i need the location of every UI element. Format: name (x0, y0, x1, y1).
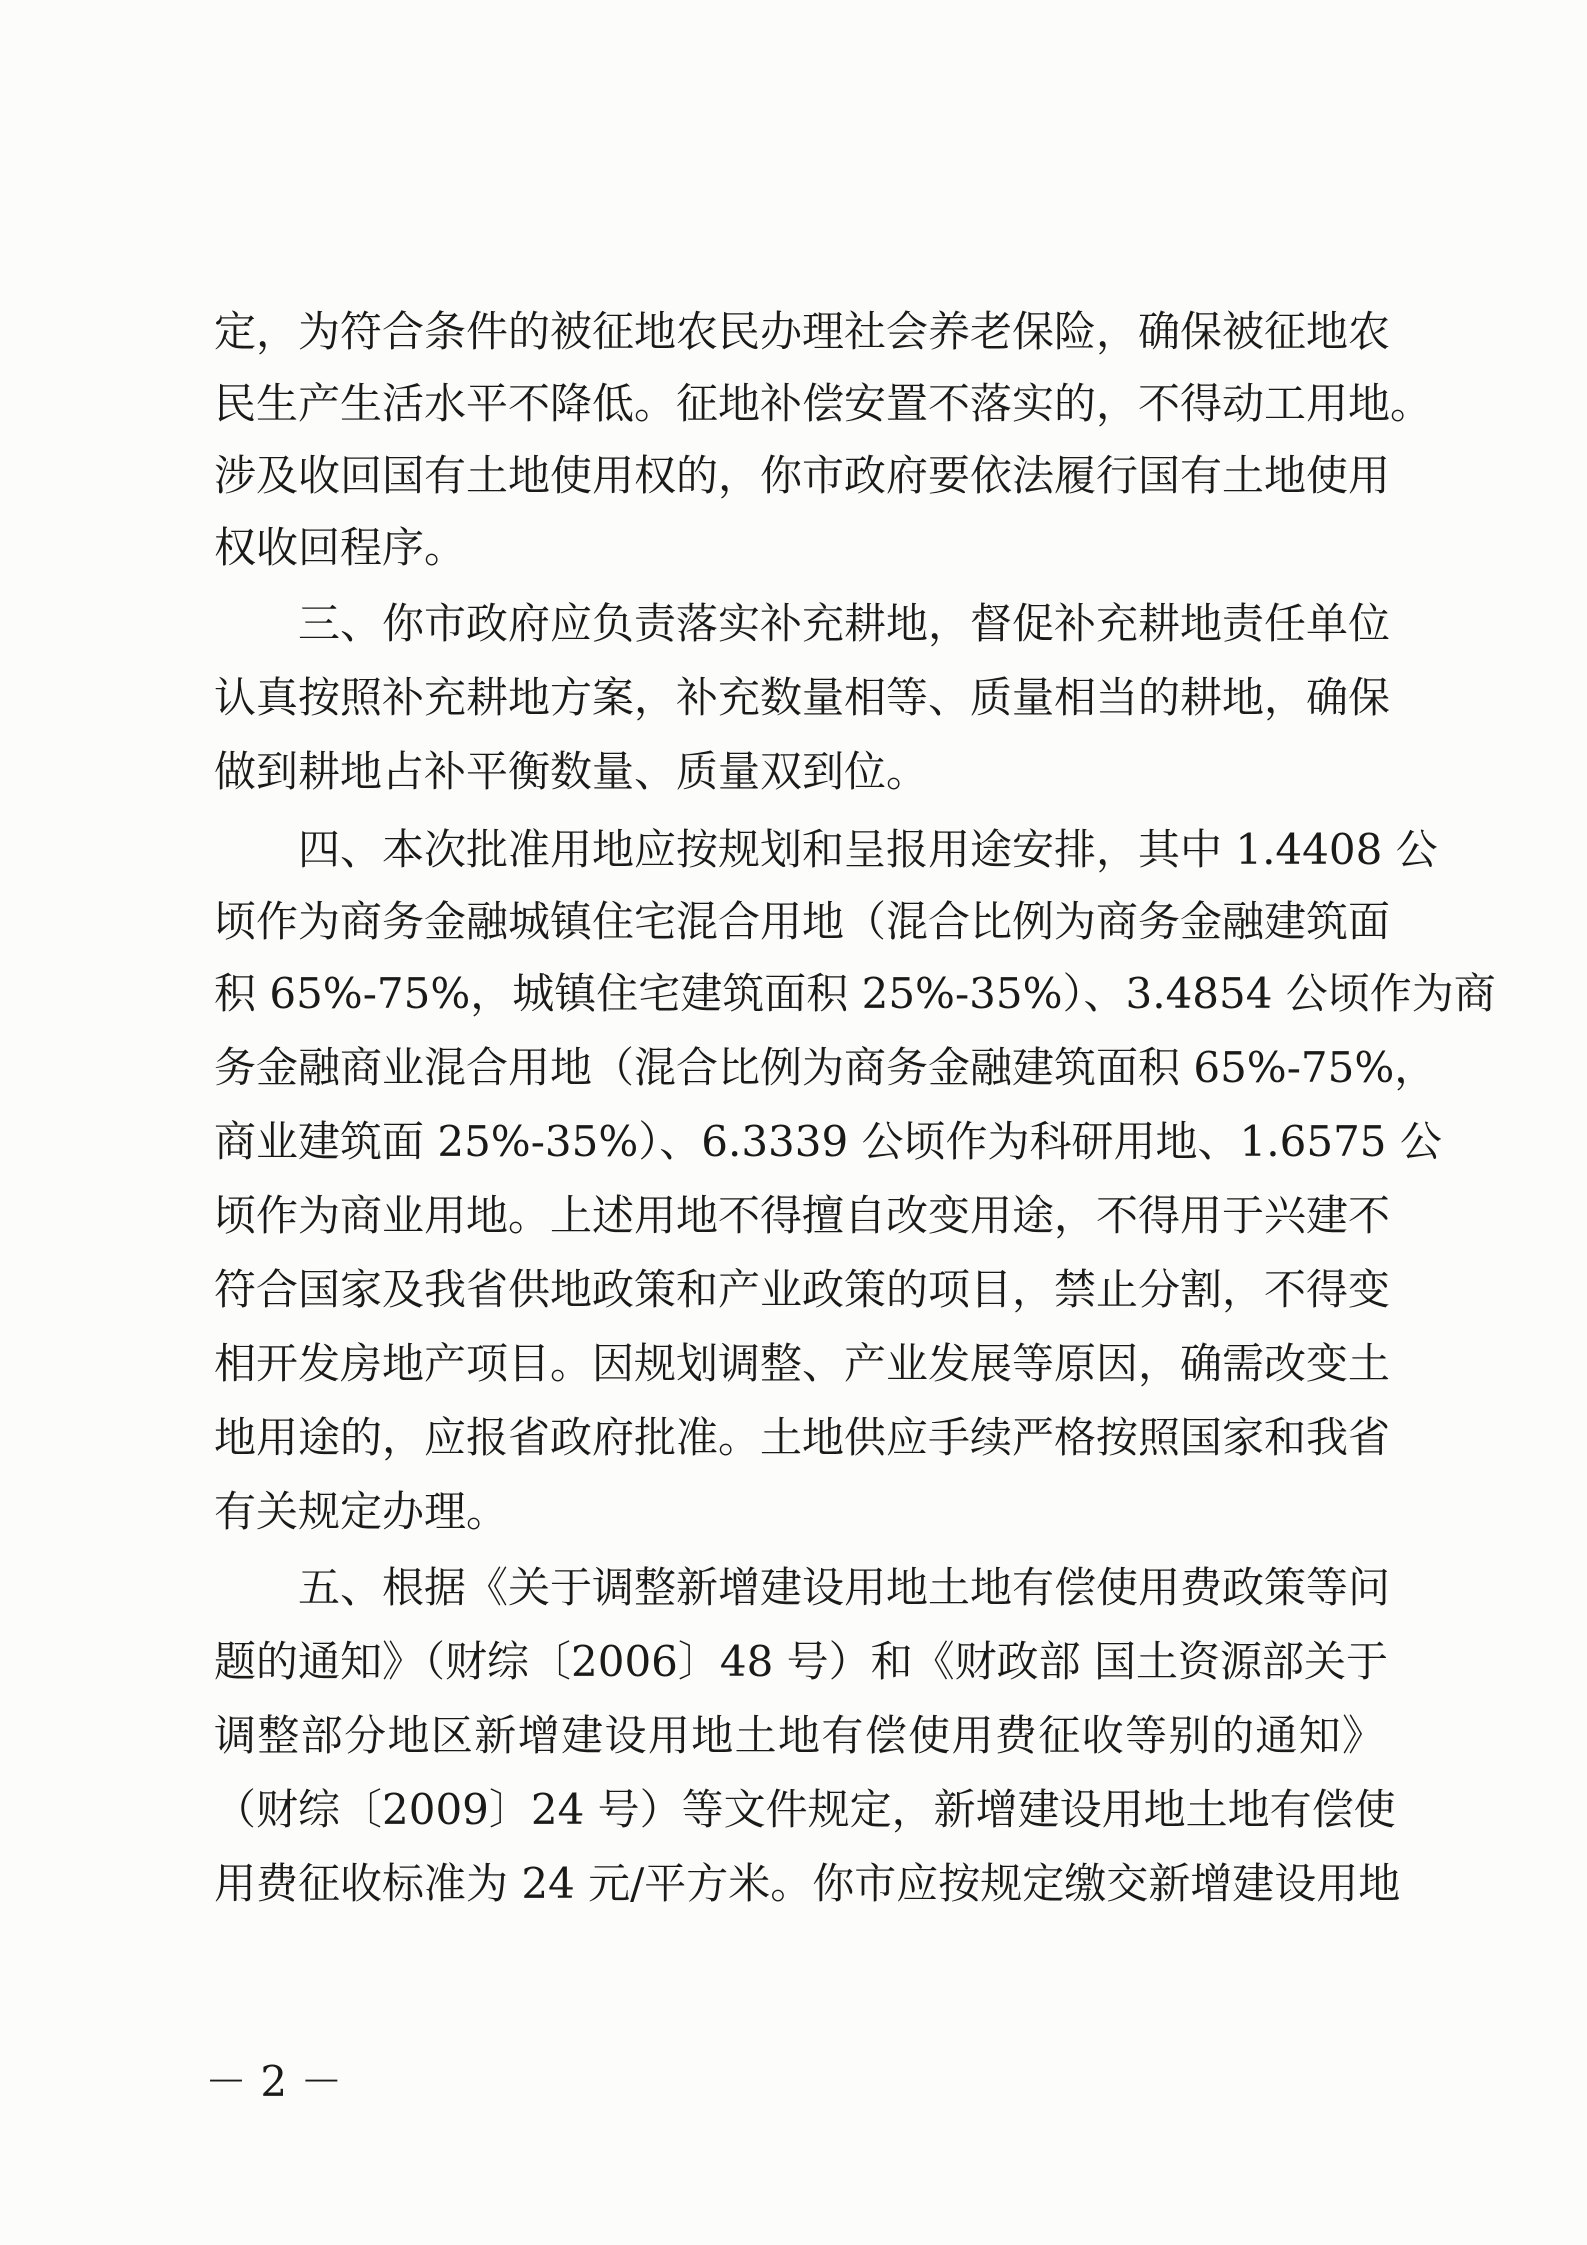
text-line: （财综〔2009〕24 号）等文件规定，新增建设用地土地有偿使 (214, 1785, 1396, 1834)
text-line: 做到耕地占补平衡数量、质量双到位。 (214, 747, 929, 796)
text-line: 地用途的，应报省政府批准。土地供应手续严格按照国家和我省 (214, 1413, 1391, 1462)
text-line: 用费征收标准为 24 元/平方米。你市应按规定缴交新增建设用地 (214, 1859, 1401, 1908)
text-line: 有关规定办理。 (214, 1487, 509, 1536)
text-line: 涉及收回国有土地使用权的，你市政府要依法履行国有土地使用 (214, 451, 1391, 500)
text-line: 调整部分地区新增建设用地土地有偿使用费征收等别的通知》 (214, 1711, 1384, 1760)
text-line: 积 65%-75%，城镇住宅建筑面积 25%-35%）、3.4854 公顷作为商 (214, 969, 1496, 1018)
text-line: 民生产生活水平不降低。征地补偿安置不落实的，不得动工用地。 (214, 379, 1433, 428)
text-line: 四、本次批准用地应按规划和呈报用途安排，其中 1.4408 公 (298, 825, 1438, 874)
text-line: 五、根据《关于调整新增建设用地土地有偿使用费政策等问 (298, 1563, 1391, 1612)
text-line: 顷作为商务金融城镇住宅混合用地（混合比例为商务金融建筑面 (214, 897, 1391, 946)
text-line: 符合国家及我省供地政策和产业政策的项目，禁止分割，不得变 (214, 1265, 1391, 1314)
text-line: 商业建筑面 25%-35%）、6.3339 公顷作为科研用地、1.6575 公 (214, 1117, 1442, 1166)
text-line: 定，为符合条件的被征地农民办理社会养老保险，确保被征地农 (214, 307, 1391, 356)
text-line: 题的通知》（财综〔2006〕48 号）和《财政部 国土资源部关于 (214, 1637, 1389, 1686)
text-line: 务金融商业混合用地（混合比例为商务金融建筑面积 65%-75%， (214, 1043, 1437, 1092)
text-line: 相开发房地产项目。因规划调整、产业发展等原因，确需改变土 (214, 1339, 1391, 1388)
text-line: 三、你市政府应负责落实补充耕地，督促补充耕地责任单位 (298, 599, 1391, 648)
text-line: 权收回程序。 (214, 523, 467, 572)
page-number: － 2 － (205, 2057, 343, 2106)
text-line: 认真按照补充耕地方案，补充数量相等、质量相当的耕地，确保 (214, 673, 1391, 722)
text-line: 顷作为商业用地。上述用地不得擅自改变用途，不得用于兴建不 (214, 1191, 1391, 1240)
